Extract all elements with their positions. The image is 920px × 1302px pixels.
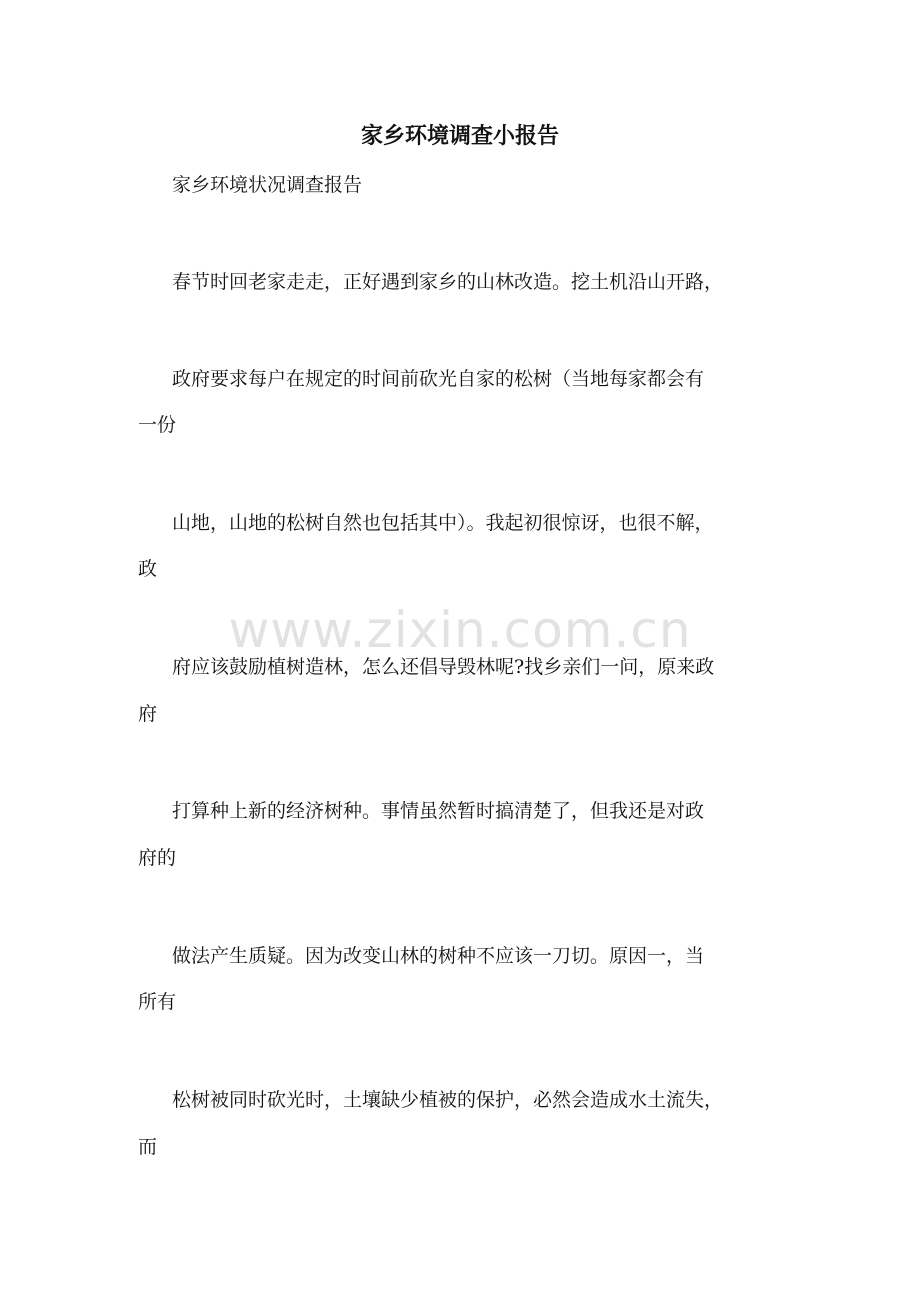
document-subtitle: 家乡环境状况调查报告 <box>172 174 363 196</box>
paragraph-continuation: 政 <box>138 558 158 580</box>
paragraph-continuation: 府的 <box>138 847 177 869</box>
paragraph-line: 打算种上新的经济树种。事情虽然暂时搞清楚了，但我还是对政 <box>172 800 705 822</box>
paragraph-line: 松树被同时砍光时，土壤缺少植被的保护，必然会造成水土流失， <box>172 1089 724 1111</box>
paragraph-continuation: 府 <box>138 703 158 725</box>
paragraph-line: 春节时回老家走走，正好遇到家乡的山林改造。挖土机沿山开路， <box>172 271 724 293</box>
paragraph-line: 做法产生质疑。因为改变山林的树种不应该一刀切。原因一，当 <box>172 945 705 967</box>
paragraph-continuation: 一份 <box>138 414 177 436</box>
paragraph-continuation: 所有 <box>138 991 177 1013</box>
watermark: www.zixin.com.cn <box>228 601 692 659</box>
paragraph-line: 政府要求每户在规定的时间前砍光自家的松树（当地每家都会有 <box>172 368 705 390</box>
paragraph-continuation: 而 <box>138 1136 158 1158</box>
document-title: 家乡环境调查小报告 <box>360 123 559 149</box>
paragraph-line: 山地，山地的松树自然也包括其中）。我起初很惊讶，也很不解， <box>172 512 714 534</box>
paragraph-line: 府应该鼓励植树造林，怎么还倡导毁林呢?找乡亲们一问，原来政 <box>172 656 715 678</box>
